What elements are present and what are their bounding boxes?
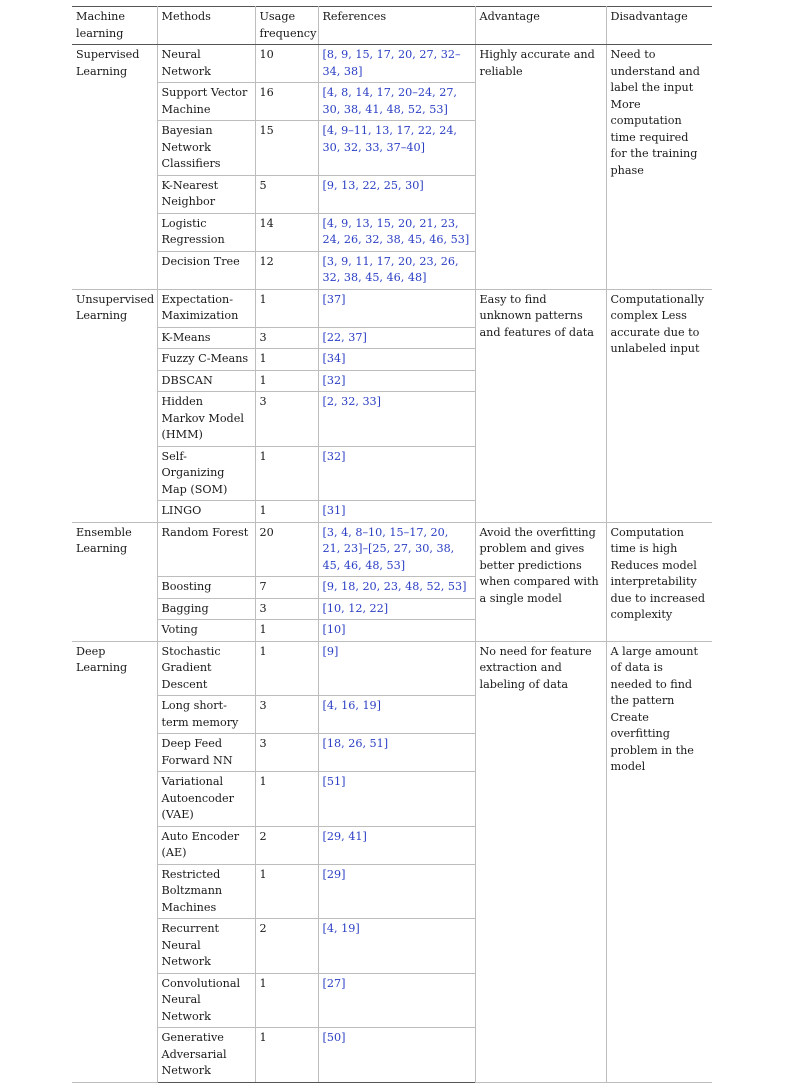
- references-link[interactable]: [8, 9, 15, 17, 20, 27, 32–34, 38]: [318, 45, 475, 83]
- method-cell: Deep Feed Forward NN: [157, 734, 255, 772]
- references-link[interactable]: [9, 18, 20, 23, 48, 52, 53]: [318, 577, 475, 599]
- frequency-cell: 1: [255, 620, 318, 642]
- header-methods: Methods: [157, 7, 255, 45]
- references-link[interactable]: [10]: [318, 620, 475, 642]
- frequency-cell: 10: [255, 45, 318, 83]
- method-cell: Expectation-Maximization: [157, 289, 255, 327]
- frequency-cell: 3: [255, 598, 318, 620]
- frequency-cell: 14: [255, 213, 318, 251]
- method-cell: Restricted Boltzmann Machines: [157, 864, 255, 919]
- method-cell: Recurrent Neural Network: [157, 919, 255, 974]
- references-link[interactable]: [4, 9, 13, 15, 20, 21, 23, 24, 26, 32, 38, 45, 46, 53]: [318, 213, 475, 251]
- frequency-cell: 1: [255, 864, 318, 919]
- method-cell: DBSCAN: [157, 370, 255, 392]
- references-link[interactable]: [4, 9–11, 13, 17, 22, 24, 30, 32, 33, 37–40]: [318, 121, 475, 176]
- header-advantage: Advantage: [475, 7, 606, 45]
- references-link[interactable]: [4, 19]: [318, 919, 475, 974]
- disadvantage-cell: Computationally complex Less accurate due to unlabeled input: [606, 289, 712, 522]
- method-cell: Self-Organizing Map (SOM): [157, 446, 255, 501]
- references-link[interactable]: [9]: [318, 641, 475, 696]
- advantage-cell: Easy to find unknown patterns and features of data: [475, 289, 606, 522]
- group-name: Unsupervised Learning: [72, 289, 157, 522]
- method-cell: Long short-term memory: [157, 696, 255, 734]
- disadvantage-cell: Need to understand and label the input More computation time required for the training phase: [606, 45, 712, 290]
- references-link[interactable]: [3, 4, 8–10, 15–17, 20, 21, 23]–[25, 27, 30, 38, 45, 46, 48, 53]: [318, 522, 475, 577]
- disadvantage-cell: A large amount of data is needed to find the pattern Create overfitting problem in the model: [606, 641, 712, 1082]
- method-cell: Hidden Markov Model (HMM): [157, 392, 255, 447]
- advantage-cell: No need for feature extraction and labeling of data: [475, 641, 606, 1082]
- group-name: Supervised Learning: [72, 45, 157, 290]
- method-cell: Fuzzy C-Means: [157, 349, 255, 371]
- frequency-cell: 1: [255, 446, 318, 501]
- frequency-cell: 20: [255, 522, 318, 577]
- table-row: [72, 45, 712, 83]
- frequency-cell: 1: [255, 1028, 318, 1083]
- method-cell: Convolutional Neural Network: [157, 973, 255, 1028]
- method-cell: Bagging: [157, 598, 255, 620]
- frequency-cell: 1: [255, 370, 318, 392]
- frequency-cell: 2: [255, 826, 318, 864]
- method-cell: Decision Tree: [157, 251, 255, 289]
- references-link[interactable]: [4, 16, 19]: [318, 696, 475, 734]
- table-row: [72, 289, 712, 327]
- references-link[interactable]: [29]: [318, 864, 475, 919]
- frequency-cell: 2: [255, 919, 318, 974]
- frequency-cell: 1: [255, 501, 318, 523]
- group-name: Ensemble Learning: [72, 522, 157, 641]
- method-cell: Auto Encoder (AE): [157, 826, 255, 864]
- frequency-cell: 1: [255, 772, 318, 827]
- method-cell: Boosting: [157, 577, 255, 599]
- references-link[interactable]: [18, 26, 51]: [318, 734, 475, 772]
- header-references: References: [318, 7, 475, 45]
- frequency-cell: 1: [255, 641, 318, 696]
- references-link[interactable]: [10, 12, 22]: [318, 598, 475, 620]
- header-disadvantage: Disadvantage: [606, 7, 712, 45]
- references-link[interactable]: [3, 9, 11, 17, 20, 23, 26, 32, 38, 45, 46, 48]: [318, 251, 475, 289]
- method-cell: Variational Autoencoder (VAE): [157, 772, 255, 827]
- method-cell: K-Nearest Neighbor: [157, 175, 255, 213]
- frequency-cell: 3: [255, 734, 318, 772]
- method-cell: LINGO: [157, 501, 255, 523]
- references-link[interactable]: [27]: [318, 973, 475, 1028]
- method-cell: K-Means: [157, 327, 255, 349]
- ml-methods-table: [72, 6, 712, 1083]
- frequency-cell: 3: [255, 696, 318, 734]
- advantage-cell: Highly accurate and reliable: [475, 45, 606, 290]
- table-header-row: [72, 7, 712, 45]
- references-link[interactable]: [4, 8, 14, 17, 20–24, 27, 30, 38, 41, 48, 52, 53]: [318, 83, 475, 121]
- references-link[interactable]: [32]: [318, 446, 475, 501]
- frequency-cell: 5: [255, 175, 318, 213]
- frequency-cell: 12: [255, 251, 318, 289]
- frequency-cell: 15: [255, 121, 318, 176]
- disadvantage-cell: Computation time is high Reduces model interpretability due to increased complexity: [606, 522, 712, 641]
- references-link[interactable]: [50]: [318, 1028, 475, 1083]
- references-link[interactable]: [37]: [318, 289, 475, 327]
- frequency-cell: 3: [255, 392, 318, 447]
- method-cell: Random Forest: [157, 522, 255, 577]
- frequency-cell: 16: [255, 83, 318, 121]
- frequency-cell: 1: [255, 973, 318, 1028]
- references-link[interactable]: [31]: [318, 501, 475, 523]
- method-cell: Bayesian Network Classifiers: [157, 121, 255, 176]
- header-machine-learning: Machine learning: [72, 7, 157, 45]
- frequency-cell: 1: [255, 349, 318, 371]
- group-name: Deep Learning: [72, 641, 157, 1082]
- references-link[interactable]: [9, 13, 22, 25, 30]: [318, 175, 475, 213]
- references-link[interactable]: [22, 37]: [318, 327, 475, 349]
- frequency-cell: 1: [255, 289, 318, 327]
- method-cell: Voting: [157, 620, 255, 642]
- references-link[interactable]: [51]: [318, 772, 475, 827]
- method-cell: Generative Adversarial Network: [157, 1028, 255, 1083]
- table-row: [72, 522, 712, 577]
- references-link[interactable]: [34]: [318, 349, 475, 371]
- references-link[interactable]: [29, 41]: [318, 826, 475, 864]
- frequency-cell: 7: [255, 577, 318, 599]
- method-cell: Logistic Regression: [157, 213, 255, 251]
- method-cell: Support Vector Machine: [157, 83, 255, 121]
- frequency-cell: 3: [255, 327, 318, 349]
- table-row: [72, 641, 712, 696]
- references-link[interactable]: [32]: [318, 370, 475, 392]
- header-usage-frequency: Usage frequency: [255, 7, 318, 45]
- advantage-cell: Avoid the overfitting problem and gives better predictions when compared with a single model: [475, 522, 606, 641]
- references-link[interactable]: [2, 32, 33]: [318, 392, 475, 447]
- method-cell: Neural Network: [157, 45, 255, 83]
- method-cell: Stochastic Gradient Descent: [157, 641, 255, 696]
